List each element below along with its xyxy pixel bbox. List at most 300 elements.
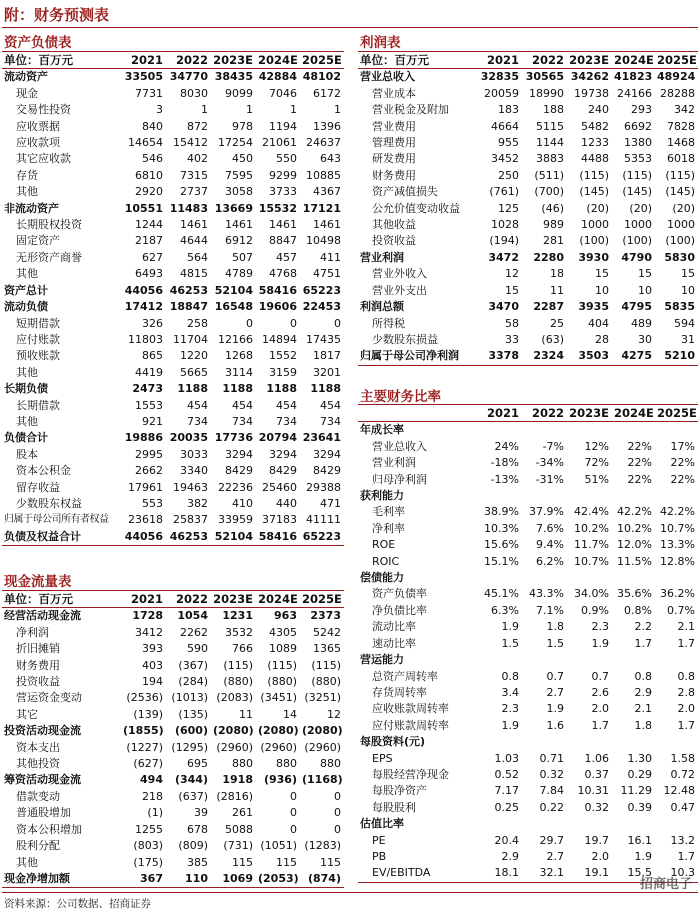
value-cell: 3340	[180, 464, 208, 478]
value-cell: 0.29	[627, 767, 652, 781]
row-label: 其他	[16, 365, 38, 379]
row-label: 预收账款	[16, 349, 60, 363]
value-cell: 39	[194, 806, 208, 820]
table-row	[2, 805, 344, 821]
year-header: 2023E	[213, 592, 253, 606]
value-cell: 17961	[128, 480, 163, 494]
table-row	[358, 636, 698, 652]
value-cell: 326	[142, 316, 163, 330]
table-row	[358, 816, 698, 832]
value-cell: 19606	[258, 300, 297, 314]
value-cell: (145)	[665, 185, 695, 199]
table-row	[2, 707, 344, 723]
value-cell: 31	[681, 332, 695, 346]
value-cell: 2737	[180, 185, 208, 199]
row-label: 流动比率	[372, 620, 416, 634]
row-label: PB	[372, 849, 387, 863]
year-header: 2023E	[213, 53, 253, 67]
row-label: 偿债能力	[360, 571, 404, 585]
value-cell: (100)	[665, 234, 695, 248]
value-cell: 0	[290, 789, 297, 803]
value-cell: 1.7	[677, 849, 695, 863]
row-label: 资本公积金	[16, 464, 71, 478]
value-cell: 0.8%	[624, 603, 652, 617]
value-cell: 3	[156, 103, 163, 117]
value-cell: 15.6%	[484, 538, 519, 552]
year-header: 2022	[175, 53, 208, 67]
value-cell: 19.7	[584, 833, 609, 847]
value-cell: 8429	[269, 464, 297, 478]
value-cell: 880	[276, 757, 297, 771]
value-cell: 880	[320, 757, 341, 771]
value-cell: 0.7	[546, 669, 564, 683]
table-row	[358, 455, 698, 471]
value-cell: 45.1%	[484, 587, 519, 601]
value-cell: 5242	[313, 625, 341, 639]
value-cell: 20794	[258, 431, 297, 445]
row-label: 财务费用	[16, 658, 60, 672]
value-cell: 19738	[574, 86, 609, 100]
table-row	[358, 135, 698, 151]
table-row	[2, 168, 344, 184]
value-cell: 1231	[222, 609, 253, 623]
table-row	[2, 250, 344, 266]
value-cell: 1380	[624, 136, 652, 150]
value-cell: (3251)	[304, 691, 341, 705]
value-cell	[522, 652, 567, 668]
row-label: 长期借款	[16, 398, 60, 412]
table-row	[2, 217, 344, 233]
value-cell: 734	[187, 414, 208, 428]
row-label: 管理费用	[372, 136, 416, 150]
value-cell: 1	[246, 103, 253, 117]
table-row	[358, 652, 698, 668]
row-label: 速动比率	[372, 636, 416, 650]
value-cell: (100)	[622, 234, 652, 248]
value-cell: 0.25	[494, 800, 519, 814]
table-row	[2, 430, 344, 446]
value-cell: (637)	[178, 789, 208, 803]
value-cell: 258	[187, 316, 208, 330]
row-label: 财务费用	[372, 168, 416, 182]
value-cell: 3930	[578, 250, 609, 264]
value-cell: (1283)	[304, 839, 341, 853]
value-cell: 1054	[177, 609, 208, 623]
value-cell: 0	[246, 316, 253, 330]
value-cell: 23641	[302, 431, 341, 445]
value-cell: 1000	[667, 218, 695, 232]
value-cell: 0.71	[539, 751, 564, 765]
table-row	[2, 151, 344, 167]
value-cell: 0.22	[539, 800, 564, 814]
value-cell: 494	[140, 773, 163, 787]
value-cell: 7.6%	[536, 521, 564, 535]
table-row	[2, 690, 344, 706]
table-row	[2, 512, 344, 528]
value-cell: 29388	[306, 480, 341, 494]
table-row	[358, 800, 698, 816]
value-cell: 454	[320, 398, 341, 412]
value-cell: 5210	[664, 349, 695, 363]
year-header: 2024E	[614, 406, 654, 420]
table-row	[358, 348, 698, 365]
value-cell: 4664	[491, 119, 519, 133]
table-row	[2, 740, 344, 756]
table-row	[358, 151, 698, 167]
value-cell: 1.7	[634, 636, 652, 650]
value-cell: 0.52	[494, 767, 519, 781]
value-cell: 2.6	[591, 685, 609, 699]
value-cell: 7595	[225, 168, 253, 182]
value-cell: 0	[290, 316, 297, 330]
table-header-row	[2, 52, 344, 69]
value-cell: (115)	[665, 168, 695, 182]
value-cell: 14	[283, 707, 297, 721]
value-cell: 110	[185, 871, 208, 885]
value-cell: 52104	[214, 529, 253, 543]
value-cell: 29.7	[539, 833, 564, 847]
year-header: 2024E	[614, 53, 654, 67]
value-cell: 10	[638, 283, 652, 297]
value-cell: 19886	[124, 431, 163, 445]
row-label: 存货	[16, 168, 38, 182]
value-cell: 9099	[225, 86, 253, 100]
row-label: 总资产周转率	[372, 669, 438, 683]
value-cell	[522, 422, 567, 439]
value-cell: 454	[232, 398, 253, 412]
value-cell: 3294	[225, 447, 253, 461]
value-cell: 590	[187, 642, 208, 656]
value-cell: 188	[543, 103, 564, 117]
value-cell: 48102	[302, 70, 341, 84]
table-row	[358, 849, 698, 865]
value-cell: 5830	[664, 250, 695, 264]
value-cell	[522, 816, 567, 832]
value-cell: (284)	[178, 675, 208, 689]
value-cell: 51%	[584, 472, 609, 486]
value-cell	[655, 488, 698, 504]
row-label: 资产减值损失	[372, 185, 438, 199]
value-cell: 13669	[214, 201, 253, 215]
balance-sheet-table	[2, 51, 344, 546]
value-cell	[612, 422, 655, 439]
value-cell: 6692	[624, 119, 652, 133]
value-cell: 10885	[306, 168, 341, 182]
table-row	[358, 86, 698, 102]
value-cell: 7.17	[494, 784, 519, 798]
value-cell: 58	[505, 316, 519, 330]
value-cell: 3159	[269, 365, 297, 379]
value-cell: 28288	[660, 86, 695, 100]
value-cell: 3883	[536, 152, 564, 166]
value-cell: 6018	[667, 152, 695, 166]
row-label: 每股净资产	[372, 784, 427, 798]
table-row	[358, 554, 698, 570]
table-header-row	[2, 591, 344, 608]
table-row	[358, 250, 698, 266]
value-cell: 1089	[269, 642, 297, 656]
row-label: 流动负债	[4, 300, 48, 314]
value-cell: 281	[543, 234, 564, 248]
value-cell: 564	[187, 250, 208, 264]
table-row	[358, 69, 698, 86]
value-cell: 627	[142, 250, 163, 264]
value-cell	[567, 570, 612, 586]
value-cell: -13%	[490, 472, 519, 486]
value-cell: 11.5%	[617, 554, 652, 568]
value-cell: 3114	[225, 365, 253, 379]
value-cell	[567, 734, 612, 750]
value-cell: 2.1	[634, 702, 652, 716]
value-cell: (761)	[489, 185, 519, 199]
value-cell: 19463	[173, 480, 208, 494]
value-cell: 1233	[581, 136, 609, 150]
value-cell: 11	[550, 283, 564, 297]
value-cell: 41111	[306, 513, 341, 527]
value-cell: 8847	[269, 234, 297, 248]
value-cell: 695	[187, 757, 208, 771]
value-cell: 1	[334, 103, 341, 117]
value-cell: 1.9	[501, 620, 519, 634]
table-row	[2, 838, 344, 854]
value-cell: 457	[276, 250, 297, 264]
value-cell: 5353	[624, 152, 652, 166]
value-cell: 0.32	[584, 800, 609, 814]
value-cell: 4795	[621, 300, 652, 314]
value-cell: 115	[276, 855, 297, 869]
value-cell: (600)	[174, 724, 208, 738]
year-header: 2023E	[569, 406, 609, 420]
row-label: 折旧摊销	[16, 642, 60, 656]
value-cell: (115)	[622, 168, 652, 182]
value-cell: (1227)	[126, 740, 163, 754]
value-cell: (194)	[489, 234, 519, 248]
value-cell: 17435	[306, 332, 341, 346]
value-cell: 1.9	[591, 636, 609, 650]
value-cell: 34770	[169, 70, 208, 84]
year-header: 2025E	[302, 592, 342, 606]
value-cell: 1553	[135, 398, 163, 412]
value-cell: 4751	[313, 267, 341, 281]
value-cell: (1295)	[171, 740, 208, 754]
value-cell: 2.2	[634, 620, 652, 634]
value-cell: 34262	[570, 70, 609, 84]
value-cell: 4488	[581, 152, 609, 166]
value-cell: 3033	[180, 447, 208, 461]
row-label: 营业利润	[372, 456, 416, 470]
value-cell: 450	[232, 152, 253, 166]
value-cell: 6912	[225, 234, 253, 248]
value-cell: 1268	[225, 349, 253, 363]
value-cell: (2083)	[216, 691, 253, 705]
table-row	[358, 422, 698, 439]
value-cell: 25460	[262, 480, 297, 494]
value-cell: (145)	[579, 185, 609, 199]
value-cell: 410	[232, 496, 253, 510]
table-row	[2, 283, 344, 299]
row-label: 营业外收入	[372, 267, 427, 281]
value-cell: 1817	[313, 349, 341, 363]
row-label: 资产负债率	[372, 587, 427, 601]
table-row	[358, 537, 698, 553]
value-cell: (2080)	[258, 724, 299, 738]
row-label: 应收账款周转率	[372, 702, 449, 716]
value-cell: (135)	[178, 707, 208, 721]
value-cell: 1028	[491, 218, 519, 232]
value-cell: 261	[232, 806, 253, 820]
value-cell: 734	[232, 414, 253, 428]
value-cell: 2.3	[591, 620, 609, 634]
value-cell: 454	[187, 398, 208, 412]
row-label: 每股资料(元)	[360, 735, 426, 749]
row-label: 股本	[16, 447, 38, 461]
value-cell: (936)	[263, 773, 297, 787]
value-cell: 865	[142, 349, 163, 363]
value-cell: 8030	[180, 86, 208, 100]
table-row	[358, 283, 698, 299]
value-cell: 489	[631, 316, 652, 330]
value-cell: 1396	[313, 119, 341, 133]
value-cell: 30565	[525, 70, 564, 84]
row-label: 公允价值变动收益	[372, 201, 460, 215]
value-cell: 15	[638, 267, 652, 281]
value-cell: (367)	[178, 658, 208, 672]
value-cell: 678	[187, 822, 208, 836]
row-label: 年成长率	[360, 423, 404, 437]
value-cell: 15	[595, 267, 609, 281]
table-row	[2, 855, 344, 871]
row-label: 其它应收款	[16, 152, 71, 166]
value-cell: 1.9	[501, 718, 519, 732]
value-cell: 643	[320, 152, 341, 166]
value-cell: 52104	[214, 283, 253, 297]
row-label: 投资收益	[16, 675, 60, 689]
value-cell: 11.7%	[574, 538, 609, 552]
value-cell: 4419	[135, 365, 163, 379]
value-cell: 0.7	[591, 669, 609, 683]
value-cell: 12.0%	[617, 538, 652, 552]
value-cell: 1461	[180, 218, 208, 232]
value-cell	[567, 422, 612, 439]
value-cell: 18	[550, 267, 564, 281]
value-cell: 4644	[180, 234, 208, 248]
year-header: 2022	[175, 592, 208, 606]
value-cell: 10.3%	[484, 521, 519, 535]
value-cell: 2.8	[677, 685, 695, 699]
value-cell: 33	[505, 332, 519, 346]
value-cell: 1.58	[670, 751, 695, 765]
value-cell: 8429	[313, 464, 341, 478]
value-cell: 2920	[135, 185, 163, 199]
value-cell: 10.7%	[660, 521, 695, 535]
value-cell: 15	[681, 267, 695, 281]
watermark-logo: 招商电子	[639, 877, 692, 892]
value-cell: (1)	[147, 806, 163, 820]
table-row	[358, 316, 698, 332]
row-label: 无形资产商誉	[16, 250, 82, 264]
row-label: 其他	[16, 185, 38, 199]
year-header: 2021	[130, 592, 163, 606]
value-cell: 32835	[480, 70, 519, 84]
value-cell: (115)	[579, 168, 609, 182]
value-cell: 10.7%	[574, 554, 609, 568]
value-cell: 11803	[128, 332, 163, 346]
value-cell: 2262	[180, 625, 208, 639]
value-cell: 22236	[218, 480, 253, 494]
value-cell: 1.8	[546, 620, 564, 634]
value-cell: 22%	[627, 472, 652, 486]
value-cell: 393	[142, 642, 163, 656]
value-cell: 1	[290, 103, 297, 117]
value-cell: 2662	[135, 464, 163, 478]
row-label: 筹资活动现金流	[4, 773, 81, 787]
value-cell: 35.6%	[617, 587, 652, 601]
value-cell: 0.32	[539, 767, 564, 781]
value-cell: 3201	[313, 365, 341, 379]
value-cell: 37.9%	[529, 505, 564, 519]
value-cell	[522, 488, 567, 504]
row-label: 利润总额	[360, 300, 404, 314]
value-cell: 3935	[578, 300, 609, 314]
table-row	[2, 658, 344, 674]
value-cell: 7731	[135, 86, 163, 100]
value-cell: 15532	[258, 201, 297, 215]
source-note: 资料来源：公司数据、招商证券	[4, 898, 151, 910]
value-cell: 34.0%	[574, 587, 609, 601]
value-cell: 125	[498, 201, 519, 215]
value-cell: 766	[232, 642, 253, 656]
value-cell: 3058	[225, 185, 253, 199]
value-cell: (63)	[541, 332, 564, 346]
table-row	[358, 586, 698, 602]
unit-label: 单位：百万元	[360, 53, 429, 67]
value-cell: 16.1	[627, 833, 652, 847]
value-cell: 10.2%	[574, 521, 609, 535]
year-header: 2025E	[302, 53, 342, 67]
table-row	[2, 447, 344, 463]
value-cell: 15	[505, 283, 519, 297]
value-cell: 16548	[214, 300, 253, 314]
row-label: PE	[372, 833, 386, 847]
value-cell: 1194	[269, 119, 297, 133]
value-cell: (20)	[629, 201, 652, 215]
ratios-table	[358, 404, 698, 883]
table-row	[2, 414, 344, 430]
value-cell: 0	[334, 806, 341, 820]
value-cell: 22%	[627, 439, 652, 453]
value-cell: 10.31	[577, 784, 609, 798]
row-label: 其他	[16, 414, 38, 428]
table-row	[2, 756, 344, 772]
table-header-row	[358, 405, 698, 422]
income-statement-title: 利润表	[360, 35, 401, 51]
value-cell: 403	[142, 658, 163, 672]
value-cell: 734	[276, 414, 297, 428]
table-row	[358, 472, 698, 488]
value-cell: (20)	[672, 201, 695, 215]
value-cell	[522, 570, 567, 586]
row-label: 应付账款	[16, 332, 60, 346]
row-label: 营运能力	[360, 653, 404, 667]
value-cell: 65223	[302, 529, 341, 543]
value-cell: 382	[187, 496, 208, 510]
row-label: 营运资金变动	[16, 691, 82, 705]
value-cell: 1.9	[546, 702, 564, 716]
row-label: 交易性投资	[16, 103, 71, 117]
value-cell: (2080)	[213, 724, 254, 738]
value-cell: (2053)	[258, 871, 299, 885]
value-cell: 11483	[169, 201, 208, 215]
